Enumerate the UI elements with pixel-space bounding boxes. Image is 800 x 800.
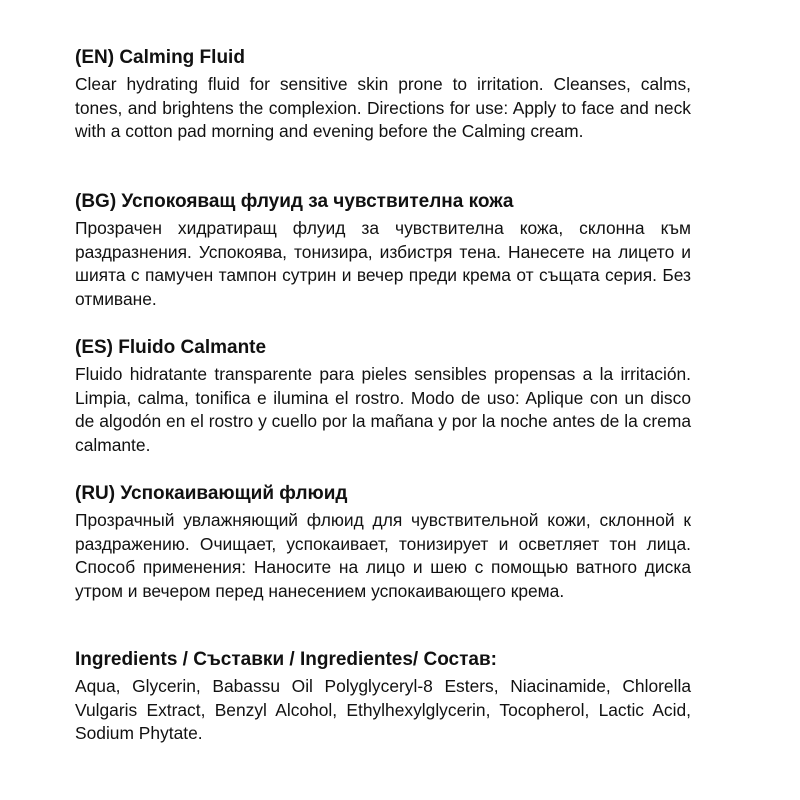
section-heading-ru: (RU) Успокаивающий флюид xyxy=(75,483,348,504)
section-text-bg: Прозрачен хидратиращ флуид за чувствителна кожа, склонна към раздразнения. Успокоява, тонизира, избистря тена. Нанесете на лицето и шията с памучен тампон сутрин и вечер преди крема от същата серия. Без отмиване. xyxy=(75,218,691,309)
section-heading-bg: (BG) Успокояващ флуид за чувствителна кожа xyxy=(75,191,514,212)
section-text-es: Fluido hidratante transparente para pieles sensibles propensas a la irritación. Limpia, calma, tonifica e ilumina el rostro. Modo de uso: Aplique con un disco de algodón en el rostro y cuello por la mañana y por la noche antes de la crema calmante. xyxy=(75,364,691,455)
section-text-ru: Прозрачный увлажняющий флюид для чувствительной кожи, склонной к раздражению. Очищает, успокаивает, тонизирует и осветляет тон лица. Способ применения: Наносите на лицо и шею с помощью ватного диска утром и вечером перед нанесением успокаивающего крема. xyxy=(75,510,691,601)
ingredients-list: Aqua, Glycerin, Babassu Oil Polyglyceryl-8 Esters, Niacinamide, Chlorella Vulgaris Extract, Benzyl Alcohol, Ethylhexylglycerin, Tocopherol, Lactic Acid, Sodium Phytate. xyxy=(75,676,691,743)
ingredients-heading: Ingredients / Съставки / Ingredientes/ Состав: xyxy=(75,649,498,670)
section-en xyxy=(75,46,691,144)
section-heading-es: (ES) Fluido Calmante xyxy=(75,337,267,358)
section-bg xyxy=(75,190,691,311)
section-ru xyxy=(75,482,691,603)
section-text-en: Clear hydrating fluid for sensitive skin prone to irritation. Cleanses, calms, tones, and brightens the complexion. Directions for use: Apply to face and neck with a cotton pad morning and evening before the Calming cream. xyxy=(75,74,691,141)
ingredients-section xyxy=(75,648,691,746)
section-es xyxy=(75,336,691,457)
section-heading-en: (EN) Calming Fluid xyxy=(75,47,245,68)
